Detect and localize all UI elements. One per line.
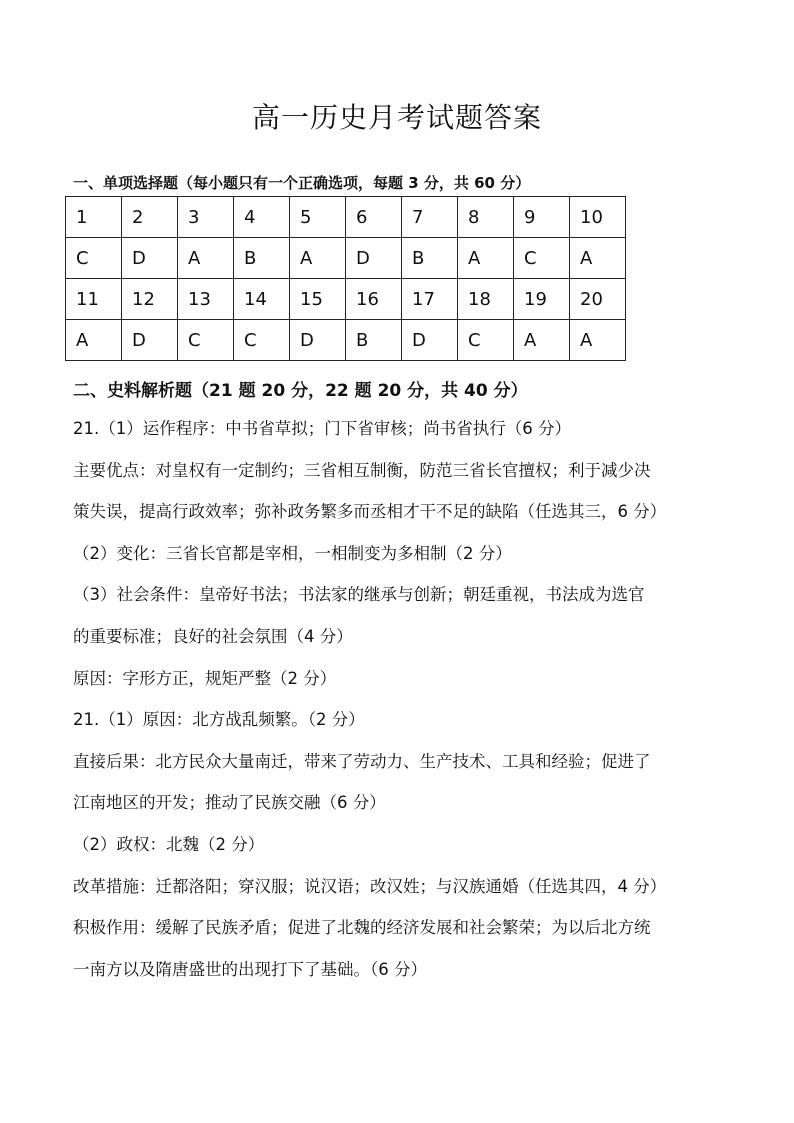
answer-cell: B [346,320,402,361]
question-number-cell: 19 [514,279,570,320]
answer-cell: D [122,320,178,361]
answer-line: 一南方以及隋唐盛世的出现打下了基础。（6 分） [73,959,427,979]
answer-cell: D [402,320,458,361]
question-number-cell: 6 [346,197,402,238]
answer-cell: D [122,238,178,279]
answer-line: 江南地区的开发；推动了民族交融（6 分） [73,793,386,813]
question-number-cell: 1 [66,197,122,238]
question-number-cell: 3 [178,197,234,238]
answer-line: （3）社会条件：皇帝好书法；书法家的继承与创新；朝廷重视，书法成为选官 [73,585,645,605]
answer-cell: C [458,320,514,361]
question-number-cell: 18 [458,279,514,320]
answer-line: 策失误，提高行政效率；弥补政务繁多而丞相才干不足的缺陷（任选其三，6 分） [73,502,667,522]
answer-line: 原因：字形方正，规矩严整（2 分） [73,668,337,688]
question-number-cell: 8 [458,197,514,238]
page-title: 高一历史月考试题答案 [251,101,542,134]
answer-line: （2）政权：北魏（2 分） [73,834,265,854]
answer-cell: B [234,238,290,279]
answer-cell: A [570,320,626,361]
answer-row [66,238,626,279]
question-number-cell: 5 [290,197,346,238]
question-number-cell: 14 [234,279,290,320]
answer-line: 改革措施：迁都洛阳；穿汉服；说汉语；改汉姓；与汉族通婚（任选其四，4 分） [73,876,667,896]
answer-cell: A [178,238,234,279]
answer-line: 21.（1）运作程序：中书省草拟；门下省审核；尚书省执行（6 分） [73,419,571,438]
answer-line: 直接后果：北方民众大量南迁，带来了劳动力、生产技术、工具和经验；促进了 [73,751,651,771]
question-number-row [66,197,626,238]
question-number-cell: 7 [402,197,458,238]
question-number-cell: 20 [570,279,626,320]
section-heading-source-analysis: 二、史料解析题（21 题 20 分，22 题 20 分，共 40 分） [73,381,528,401]
answer-cell: B [402,238,458,279]
answer-cell: C [234,320,290,361]
section-heading-multiple-choice: 一、单项选择题（每小题只有一个正确选项，每题 3 分，共 60 分） [73,174,531,192]
answer-cell: A [514,320,570,361]
answer-cell: A [458,238,514,279]
answer-cell: C [178,320,234,361]
answer-line: 21.（1）原因：北方战乱频繁。（2 分） [73,710,365,730]
answer-cell: D [346,238,402,279]
answer-line: 主要优点：对皇权有一定制约；三省相互制衡，防范三省长官擅权；利于减少决 [73,460,651,480]
answer-text-block [73,408,733,990]
question-number-cell: 16 [346,279,402,320]
answer-line: 的重要标准；良好的社会氛围（4 分） [73,626,353,646]
answer-line: （2）变化：三省长官都是宰相，一相制变为多相制（2 分） [73,543,512,563]
question-number-row [66,279,626,320]
question-number-cell: 2 [122,197,178,238]
answer-cell: C [514,238,570,279]
answer-cell: A [290,238,346,279]
question-number-cell: 12 [122,279,178,320]
answer-cell: A [66,320,122,361]
question-number-cell: 9 [514,197,570,238]
answer-cell: A [570,238,626,279]
question-number-cell: 11 [66,279,122,320]
question-number-cell: 10 [570,197,626,238]
answer-cell: D [290,320,346,361]
answer-cell: C [66,238,122,279]
question-number-cell: 15 [290,279,346,320]
answer-line: 积极作用：缓解了民族矛盾；促进了北魏的经济发展和社会繁荣；为以后北方统 [73,918,651,938]
question-number-cell: 13 [178,279,234,320]
question-number-cell: 17 [402,279,458,320]
answer-table [65,196,626,361]
answer-row [66,320,626,361]
question-number-cell: 4 [234,197,290,238]
